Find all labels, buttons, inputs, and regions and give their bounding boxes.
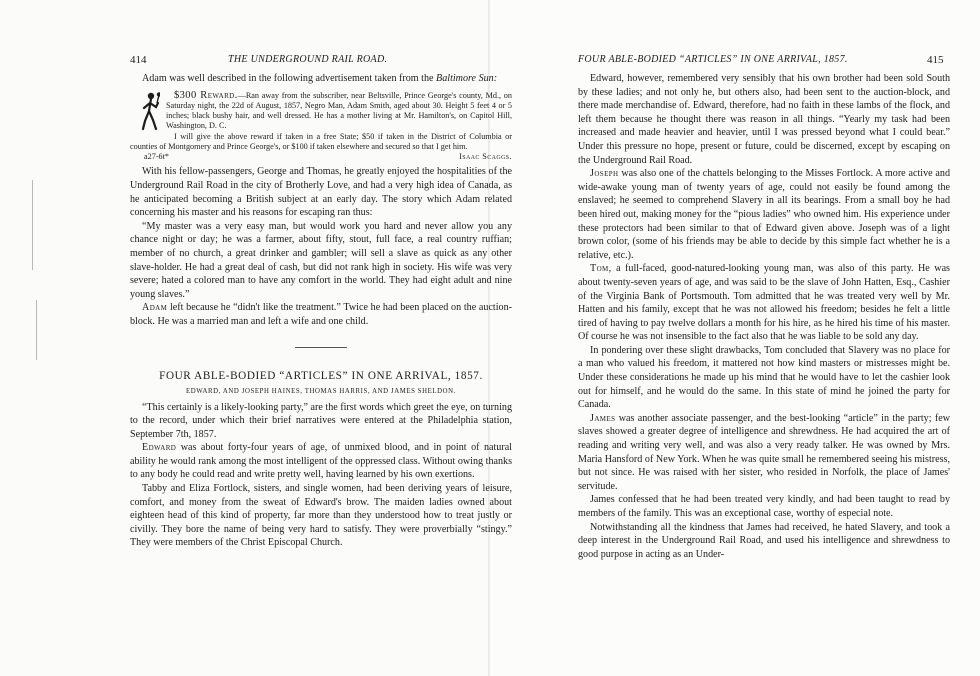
scan-edge-mark	[32, 180, 33, 270]
left-paragraph-1: With his fellow-passengers, George and Thomas, he greatly enjoyed the hospitalities of the Underground Rail Road in the city of Brotherly Love, and had a very high idea of Canada, as he anticipated becoming a British subject at an early day. The story which Adam related concerning his master and his reasons for escaping ran thus:	[130, 166, 512, 219]
page-number-right: 415	[927, 54, 944, 66]
right-paragraph-5-text: was another associate passenger, and the best-looking “article” in the party; few slaves showed a greater degree of intelligence and shrewdness. He had acquired the art of reading and writing very well, and was also a very ready talker. He was owned by Mrs. Maria Hansford of New York. When he was quite small he remembered seeing his mistress, but not since. He was raised with her sister, who resided in Norfolk, the place of James' servitude.	[578, 412, 950, 492]
right-paragraph-7: Notwithstanding all the kindness that James had received, he hated Slavery, and took a deep interest in the Underground Rail Road, and used his intelligence and shrewdness to good purpose in acting as an Under-	[578, 521, 950, 560]
right-paragraph-2-text: was also one of the chattels belonging to the Misses Fortlock. A more active and wide-awake young man of twenty years of age, could not easily be found among the enslaved; he seemed to comprehend Slavery in all its bearings. From a small boy he had been hired out, making money for the “pious ladies” who owned him. His experience under these protectors had been similar to that of Edward given above. Joseph was of a light brown color, (some of his friends may be able to decide by this simple fact whether he is a relative, etc.).	[578, 168, 950, 261]
left-paragraph-5-text: was about forty-four years of age, of unmixed blood, and in point of natural ability he would rank among the most intelligent of the oppressed class. Without owing thanks to any body he could read and write pretty well, having learned by his own exertions.	[130, 442, 512, 481]
ad-reward-label: $300 Reward.	[174, 89, 238, 101]
runaway-advertisement	[130, 91, 512, 163]
right-paragraph-5	[578, 412, 950, 494]
left-paragraph-6: Tabby and Eliza Fortlock, sisters, and single women, had been deriving years of leisure, comfort, and money from the sweat of Edward's brow. The maiden ladies owned about eighteen head of this kind of property, far more than they understood how to treat justly or civilly. They bore the name of being very hard to satisfy. They were proverbially “stingy.” They were members of the Christ Episcopal Church.	[130, 483, 512, 549]
ad-terms-text: I will give the above reward if taken in a free State; $50 if taken in the District of Columbia or counties of Montgomery and Prince George's, or $100 if taken elsewhere and secured so that I get him.	[130, 131, 512, 152]
left-paragraph-3	[130, 301, 512, 328]
right-paragraph-1: Edward, however, remembered very sensibly that his own brother had been sold South by these ladies; and not only he, but others also, had been sent to the auction-block, and there made merchandise of. Edward, therefore, had no faith in these lambs of the flock, and left them because he thought there was reason in all things. “Yearly my task had been increased and made heavier and heavier, until I was pressed beyond what I could bear.” Under this pressure no hope, present or future, could be discerned, except by escaping on the Underground Rail Road.	[578, 73, 950, 166]
section-title: FOUR ABLE-BODIED “ARTICLES” IN ONE ARRIVAL, 1857.	[159, 369, 483, 382]
ad-body-text: —Ran away from the subscriber, near Beltsville, Prince George's county, Md., on Saturday night, the 22d of August, 1857, Negro Man, Adam Smith, aged about 30. Height 5 feet 4 or 5 inches; black bushy hair, and well dressed. He has a mother living at Mr. Hamilton's, on Capitol Hill, Washington, D. C.	[166, 90, 512, 131]
left-paragraph-2: “My master was a very easy man, but would work you hard and never allow you any chance night or day; he was a farmer, about fifty, stout, full face, a real country ruffian; member of no church, a great drinker and gambler; will sell a slave as quick as any other slave-holder. He had a great deal of cash, but did not rank high in society. His wife was very severe; hated a colored man to have any comfort in the world. They had eight adult and nine young slaves.”	[130, 220, 512, 300]
right-column	[578, 72, 950, 561]
joseph-lead: Joseph	[590, 168, 619, 180]
intro-source: Baltimore Sun:	[436, 73, 498, 84]
right-paragraph-2	[578, 167, 950, 262]
left-paragraph-5	[130, 441, 512, 482]
right-paragraph-4: In pondering over these slight drawbacks, Tom concluded that Slavery was no place for a man who valued his freedom, it mattered not how kind masters or mistresses might be. Under these considerations he made up his mind that he would have to let the cashier look out for himself, and he would do the same. In this state of mind he joined the party for Canada.	[578, 344, 950, 411]
runaway-figure-icon	[140, 91, 160, 131]
james-lead: James	[590, 412, 616, 424]
edward-lead: Edward	[142, 442, 177, 454]
right-paragraph-6: James confessed that he had been treated very kindly, and had been taught to read by members of the family. This was an exceptional case, worthy of especial note.	[578, 494, 950, 519]
left-column	[130, 72, 512, 550]
section-subtitle: EDWARD, AND JOSEPH HAINES, THOMAS HARRIS, AND JAMES SHELDON.	[185, 387, 456, 395]
ad-body	[166, 91, 512, 132]
adam-lead: Adam	[142, 302, 168, 314]
intro-paragraph	[130, 72, 512, 86]
right-paragraph-3	[578, 262, 950, 344]
scan-edge-mark	[36, 300, 37, 360]
intro-text: Adam was well described in the following advertisement taken from the	[142, 73, 434, 84]
left-paragraph-3-text: left because he “didn't like the treatment.” Twice he had been placed on the auction-block. He was a married man and left a wife and one child.	[130, 302, 512, 327]
right-paragraph-3-text: a full-faced, good-natured-looking young man, was also of this party. He was about twenty-seven years of age, and was said to be the slave of John Hatten, Esq., Cashier of the Virginia Bank of Portsmouth. Tom admitted that he was treated very well by Mr. Hatten and his family, except that he was not allowed his freedom; besides he felt a little tired of having to pay twelve dollars a month for his hire, as he hired his time of his master. Of course he was not insensible to the fact also that he was liable to be sold any day.	[578, 263, 950, 343]
ad-date-code: a27-6t*	[144, 152, 170, 162]
running-head-right: FOUR ABLE-BODIED “ARTICLES” IN ONE ARRIVAL, 1857.	[578, 54, 848, 65]
ad-signature: Isaac Scaggs.	[459, 152, 512, 162]
left-paragraph-4: “This certainly is a likely-looking party,” are the first words which greet the eye, on turning to the record, under which their brief narratives were entered at the Philadelphia station, September 7th, 1857.	[130, 401, 512, 440]
page-number-left: 414	[130, 54, 147, 66]
running-head-left: THE UNDERGROUND RAIL ROAD.	[228, 54, 388, 65]
tom-lead: Tom,	[590, 263, 612, 275]
